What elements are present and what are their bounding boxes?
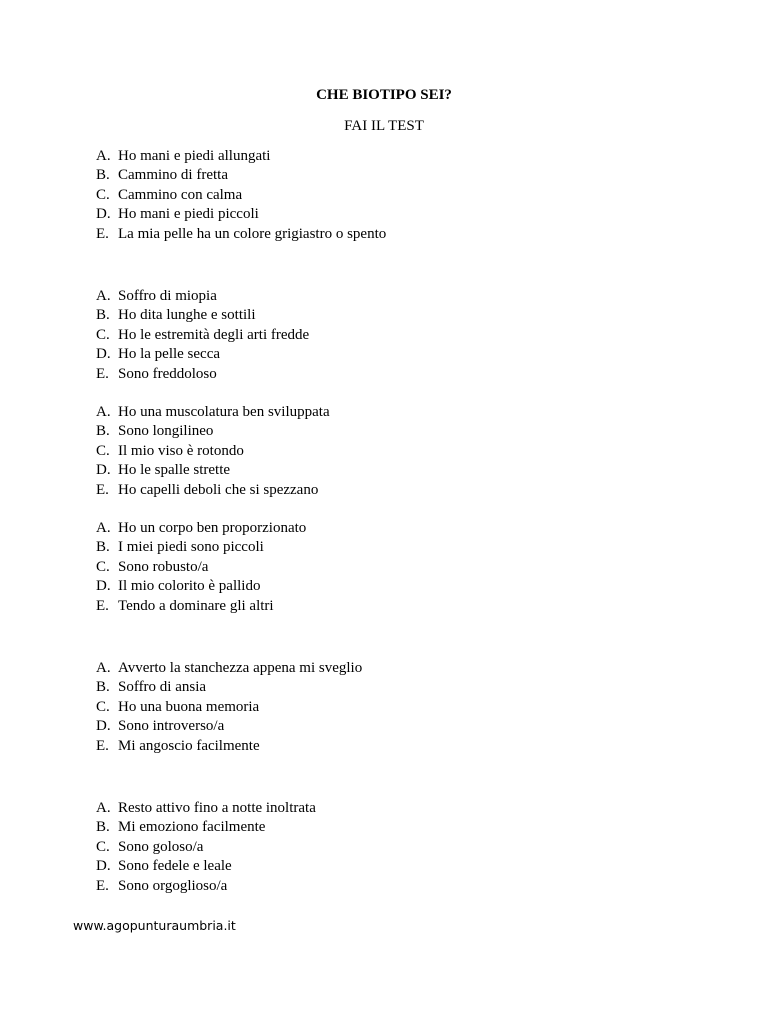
option-letter: D. xyxy=(96,462,111,479)
option-text: Resto attivo fino a notte inoltrata xyxy=(118,800,316,816)
question-group-3 xyxy=(96,403,696,500)
list-item xyxy=(96,225,696,244)
question-group-2 xyxy=(96,287,696,384)
list-item xyxy=(96,365,696,384)
list-item xyxy=(96,306,696,325)
option-text: I miei piedi sono piccoli xyxy=(118,539,264,556)
option-letter: B. xyxy=(96,819,110,836)
list-item xyxy=(96,345,696,364)
option-letter: E. xyxy=(96,877,109,894)
option-letter: C. xyxy=(96,698,110,715)
option-letter: E. xyxy=(96,737,109,754)
option-text: Il mio viso è rotondo xyxy=(118,442,244,459)
list-item xyxy=(96,205,696,224)
list-item xyxy=(96,698,696,717)
option-text: La mia pelle ha un colore grigiastro o spento xyxy=(118,225,387,242)
option-text: Sono robusto/a xyxy=(118,558,209,575)
option-text: Mi emoziono facilmente xyxy=(118,819,266,836)
option-letter: C. xyxy=(96,838,110,855)
option-letter: B. xyxy=(96,307,110,324)
option-text: Tendo a dominare gli altri xyxy=(118,597,274,614)
option-text: Cammino con calma xyxy=(118,186,243,203)
option-text: Ho mani e piedi allungati xyxy=(118,148,271,164)
option-letter: D. xyxy=(96,346,111,363)
option-text: Soffro di miopia xyxy=(118,288,217,304)
page-title: CHE BIOTIPO SEI? xyxy=(316,87,452,103)
list-item xyxy=(96,857,696,876)
list-item xyxy=(96,186,696,205)
option-text: Sono longilineo xyxy=(118,423,214,440)
option-letter: B. xyxy=(96,539,110,556)
list-item xyxy=(96,403,696,422)
option-letter: D. xyxy=(96,718,111,735)
list-item xyxy=(96,461,696,480)
option-text: Sono goloso/a xyxy=(118,838,204,855)
option-text: Ho la pelle secca xyxy=(118,346,221,363)
page-subtitle: FAI IL TEST xyxy=(344,118,424,134)
option-text: Sono introverso/a xyxy=(118,718,225,735)
option-text: Ho le estremità degli arti fredde xyxy=(118,326,310,343)
option-letter: E. xyxy=(96,597,109,614)
option-letter: E. xyxy=(96,481,109,498)
option-text: Cammino di fretta xyxy=(118,167,228,184)
option-text: Ho una muscolatura ben sviluppata xyxy=(118,404,330,420)
list-item xyxy=(96,558,696,577)
option-letter: D. xyxy=(96,858,111,875)
option-letter: D. xyxy=(96,206,111,223)
list-item xyxy=(96,481,696,500)
list-item xyxy=(96,422,696,441)
option-letter: E. xyxy=(96,225,109,242)
option-text: Sono freddoloso xyxy=(118,365,217,382)
option-letter: A. xyxy=(96,660,111,676)
option-letter: C. xyxy=(96,558,110,575)
list-item xyxy=(96,799,696,818)
option-text: Ho una buona memoria xyxy=(118,698,260,715)
question-group-6 xyxy=(96,799,696,896)
option-text: Il mio colorito è pallido xyxy=(118,578,261,595)
option-letter: B. xyxy=(96,167,110,184)
option-letter: B. xyxy=(96,679,110,696)
list-item xyxy=(96,877,696,896)
list-item xyxy=(96,442,696,461)
list-item xyxy=(96,838,696,857)
option-letter: B. xyxy=(96,423,110,440)
option-letter: C. xyxy=(96,326,110,343)
option-letter: E. xyxy=(96,365,109,382)
option-text: Ho un corpo ben proporzionato xyxy=(118,520,307,536)
footer-website: www.agopunturaumbria.it xyxy=(73,918,236,933)
list-item xyxy=(96,326,696,345)
list-item xyxy=(96,737,696,756)
option-letter: A. xyxy=(96,800,111,816)
option-text: Mi angoscio facilmente xyxy=(118,737,260,754)
list-item xyxy=(96,818,696,837)
list-item xyxy=(96,287,696,306)
option-letter: A. xyxy=(96,404,111,420)
option-text: Avverto la stanchezza appena mi sveglio xyxy=(118,660,363,676)
list-item xyxy=(96,147,696,166)
option-letter: C. xyxy=(96,442,110,459)
list-item xyxy=(96,678,696,697)
option-text: Sono orgoglioso/a xyxy=(118,877,228,894)
option-letter: A. xyxy=(96,520,111,536)
option-letter: C. xyxy=(96,186,110,203)
option-text: Ho capelli deboli che si spezzano xyxy=(118,481,319,498)
option-text: Soffro di ansia xyxy=(118,679,207,696)
list-item xyxy=(96,597,696,616)
list-item xyxy=(96,538,696,557)
option-text: Ho dita lunghe e sottili xyxy=(118,307,256,324)
list-item xyxy=(96,519,696,538)
list-item xyxy=(96,659,696,678)
question-group-5 xyxy=(96,659,696,756)
question-group-4 xyxy=(96,519,696,616)
list-item xyxy=(96,166,696,185)
option-text: Ho mani e piedi piccoli xyxy=(118,206,259,223)
list-item xyxy=(96,717,696,736)
option-text: Sono fedele e leale xyxy=(118,858,232,875)
option-letter: D. xyxy=(96,578,111,595)
option-letter: A. xyxy=(96,148,111,164)
list-item xyxy=(96,577,696,596)
question-group-1 xyxy=(96,147,696,244)
option-text: Ho le spalle strette xyxy=(118,462,231,479)
option-letter: A. xyxy=(96,288,111,304)
